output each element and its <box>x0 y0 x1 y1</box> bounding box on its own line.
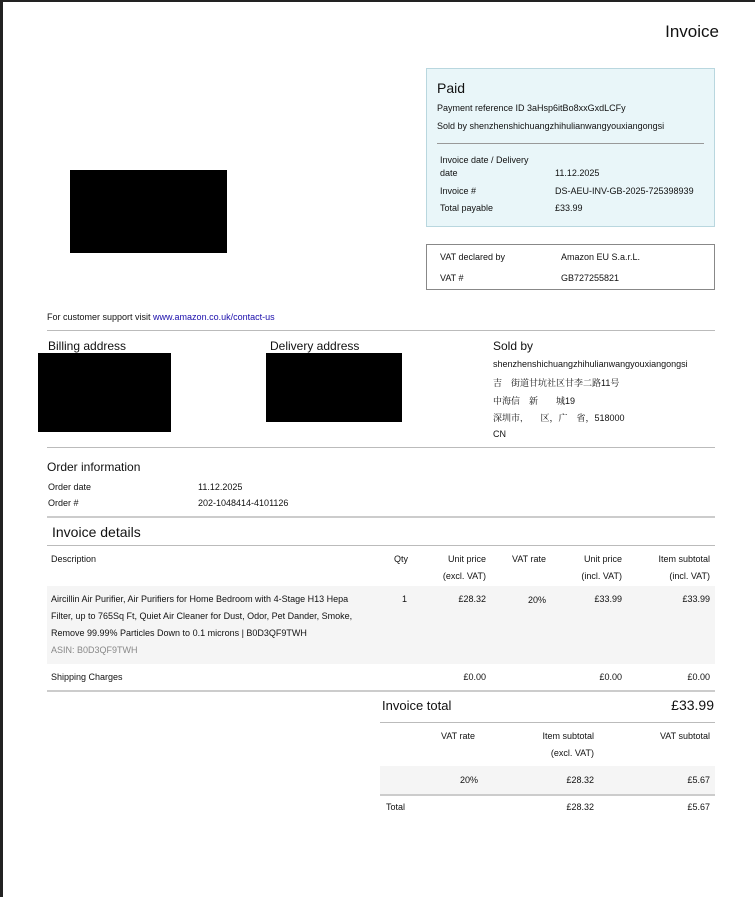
divider <box>47 447 715 448</box>
shipping-label: Shipping Charges <box>51 672 123 682</box>
invoice-number-value: DS-AEU-INV-GB-2025-725398939 <box>555 186 694 196</box>
total-payable-label: Total payable <box>440 203 494 213</box>
item-description: Aircillin Air Purifier, Air Purifiers for Home Bedroom with 4-Stage H13 Hepa Filter, up to 765Sq Ft, Quiet Air Cleaner for Dust, Odor, Pet Dander, Smoke, Remove 99.99% Particles Down to 0.1 microns | B0D3QF9TWH ASIN: B0D3QF9TWH <box>51 591 386 659</box>
vat-number-value: GB727255821 <box>561 273 620 283</box>
payment-reference: Payment reference ID 3aHsp6itBo8xxGxdLCFy <box>437 103 626 113</box>
invoice-date-label: Invoice date / Delivery date <box>440 155 529 178</box>
order-date-label: Order date <box>48 482 92 492</box>
shipping-unit-price-excl: £0.00 <box>463 672 486 682</box>
payment-sold-by: Sold by shenzhenshichuangzhihulianwangyouxiangongsi <box>437 121 665 131</box>
seller-country: CN <box>493 429 506 439</box>
window-frame-left <box>0 0 3 897</box>
page-title: Invoice <box>665 22 719 41</box>
order-date-value: 11.12.2025 <box>198 482 243 492</box>
redacted-logo <box>70 170 227 253</box>
total-payable-value: £33.99 <box>555 203 583 213</box>
divider <box>437 143 704 144</box>
order-number-value: 202-1048414-4101126 <box>198 498 289 508</box>
invoice-details-heading: Invoice details <box>52 524 141 540</box>
shipping-unit-price-incl: £0.00 <box>599 672 622 682</box>
divider <box>47 690 715 692</box>
window-frame-top <box>0 0 755 2</box>
total-row-label: Total <box>386 802 406 812</box>
payment-summary-box <box>426 68 715 227</box>
col-header-description: Description <box>51 554 97 564</box>
customer-support-line: For customer support visit www.amazon.co.uk/contact-us <box>47 312 275 322</box>
vat-row-item-subtotal: £28.32 <box>566 775 594 785</box>
col-header-item-subtotal: Item subtotal (incl. VAT) <box>658 554 710 581</box>
item-vat-rate: 20% <box>528 595 547 605</box>
col-header-unit-price-excl: Unit price (excl. VAT) <box>442 554 486 581</box>
total-row-item-subtotal: £28.32 <box>566 802 594 812</box>
invoice-total-value: £33.99 <box>671 697 714 713</box>
delivery-address-heading: Delivery address <box>270 339 360 353</box>
vat-declaration-box <box>426 244 715 290</box>
seller-address-line: 深圳市, 区，广 省，518000 <box>493 413 625 423</box>
order-information-heading: Order information <box>47 460 141 474</box>
seller-address-line: 中海信 新 城19 <box>493 396 576 406</box>
vat-number-label: VAT # <box>440 273 464 283</box>
seller-address-line: 吉 街道甘坑社区甘李二路11号 <box>493 378 620 388</box>
invoice-total-label: Invoice total <box>382 698 452 713</box>
item-unit-price-excl: £28.32 <box>458 594 486 604</box>
vat-declared-by-value: Amazon EU S.a.r.L. <box>561 252 641 262</box>
total-row-vat-subtotal: £5.67 <box>687 802 710 812</box>
vat-row-rate: 20% <box>459 775 478 785</box>
seller-name: shenzhenshichuangzhihulianwangyouxiangongsi <box>493 359 688 369</box>
redacted-delivery-address <box>266 353 402 422</box>
col-header-vat-subtotal: VAT subtotal <box>659 731 710 741</box>
divider <box>47 545 715 546</box>
divider <box>47 330 715 331</box>
shipping-subtotal: £0.00 <box>687 672 710 682</box>
col-header-qty: Qty <box>394 554 409 564</box>
divider <box>47 516 715 518</box>
billing-address-heading: Billing address <box>48 339 127 353</box>
col-header-vat-rate: VAT rate <box>441 731 476 741</box>
col-header-item-subtotal-excl: Item subtotal (excl. VAT) <box>542 731 594 758</box>
order-number-label: Order # <box>48 498 79 508</box>
invoice-number-label: Invoice # <box>440 186 477 196</box>
vat-declared-by-label: VAT declared by <box>440 252 506 262</box>
contact-us-link[interactable]: www.amazon.co.uk/contact-us <box>153 312 275 322</box>
item-subtotal: £33.99 <box>682 594 710 604</box>
col-header-vat-rate: VAT rate <box>512 554 547 564</box>
redacted-billing-address <box>38 353 171 432</box>
sold-by-heading: Sold by <box>493 339 534 353</box>
col-header-unit-price-incl: Unit price (incl. VAT) <box>581 554 622 581</box>
invoice-date-value: 11.12.2025 <box>555 168 600 178</box>
divider <box>380 722 715 723</box>
item-qty: 1 <box>402 594 408 604</box>
divider <box>380 794 715 796</box>
item-asin: ASIN: B0D3QF9TWH <box>51 645 138 655</box>
item-unit-price-incl: £33.99 <box>594 594 622 604</box>
vat-row-vat-subtotal: £5.67 <box>687 775 710 785</box>
payment-status: Paid <box>437 80 466 96</box>
